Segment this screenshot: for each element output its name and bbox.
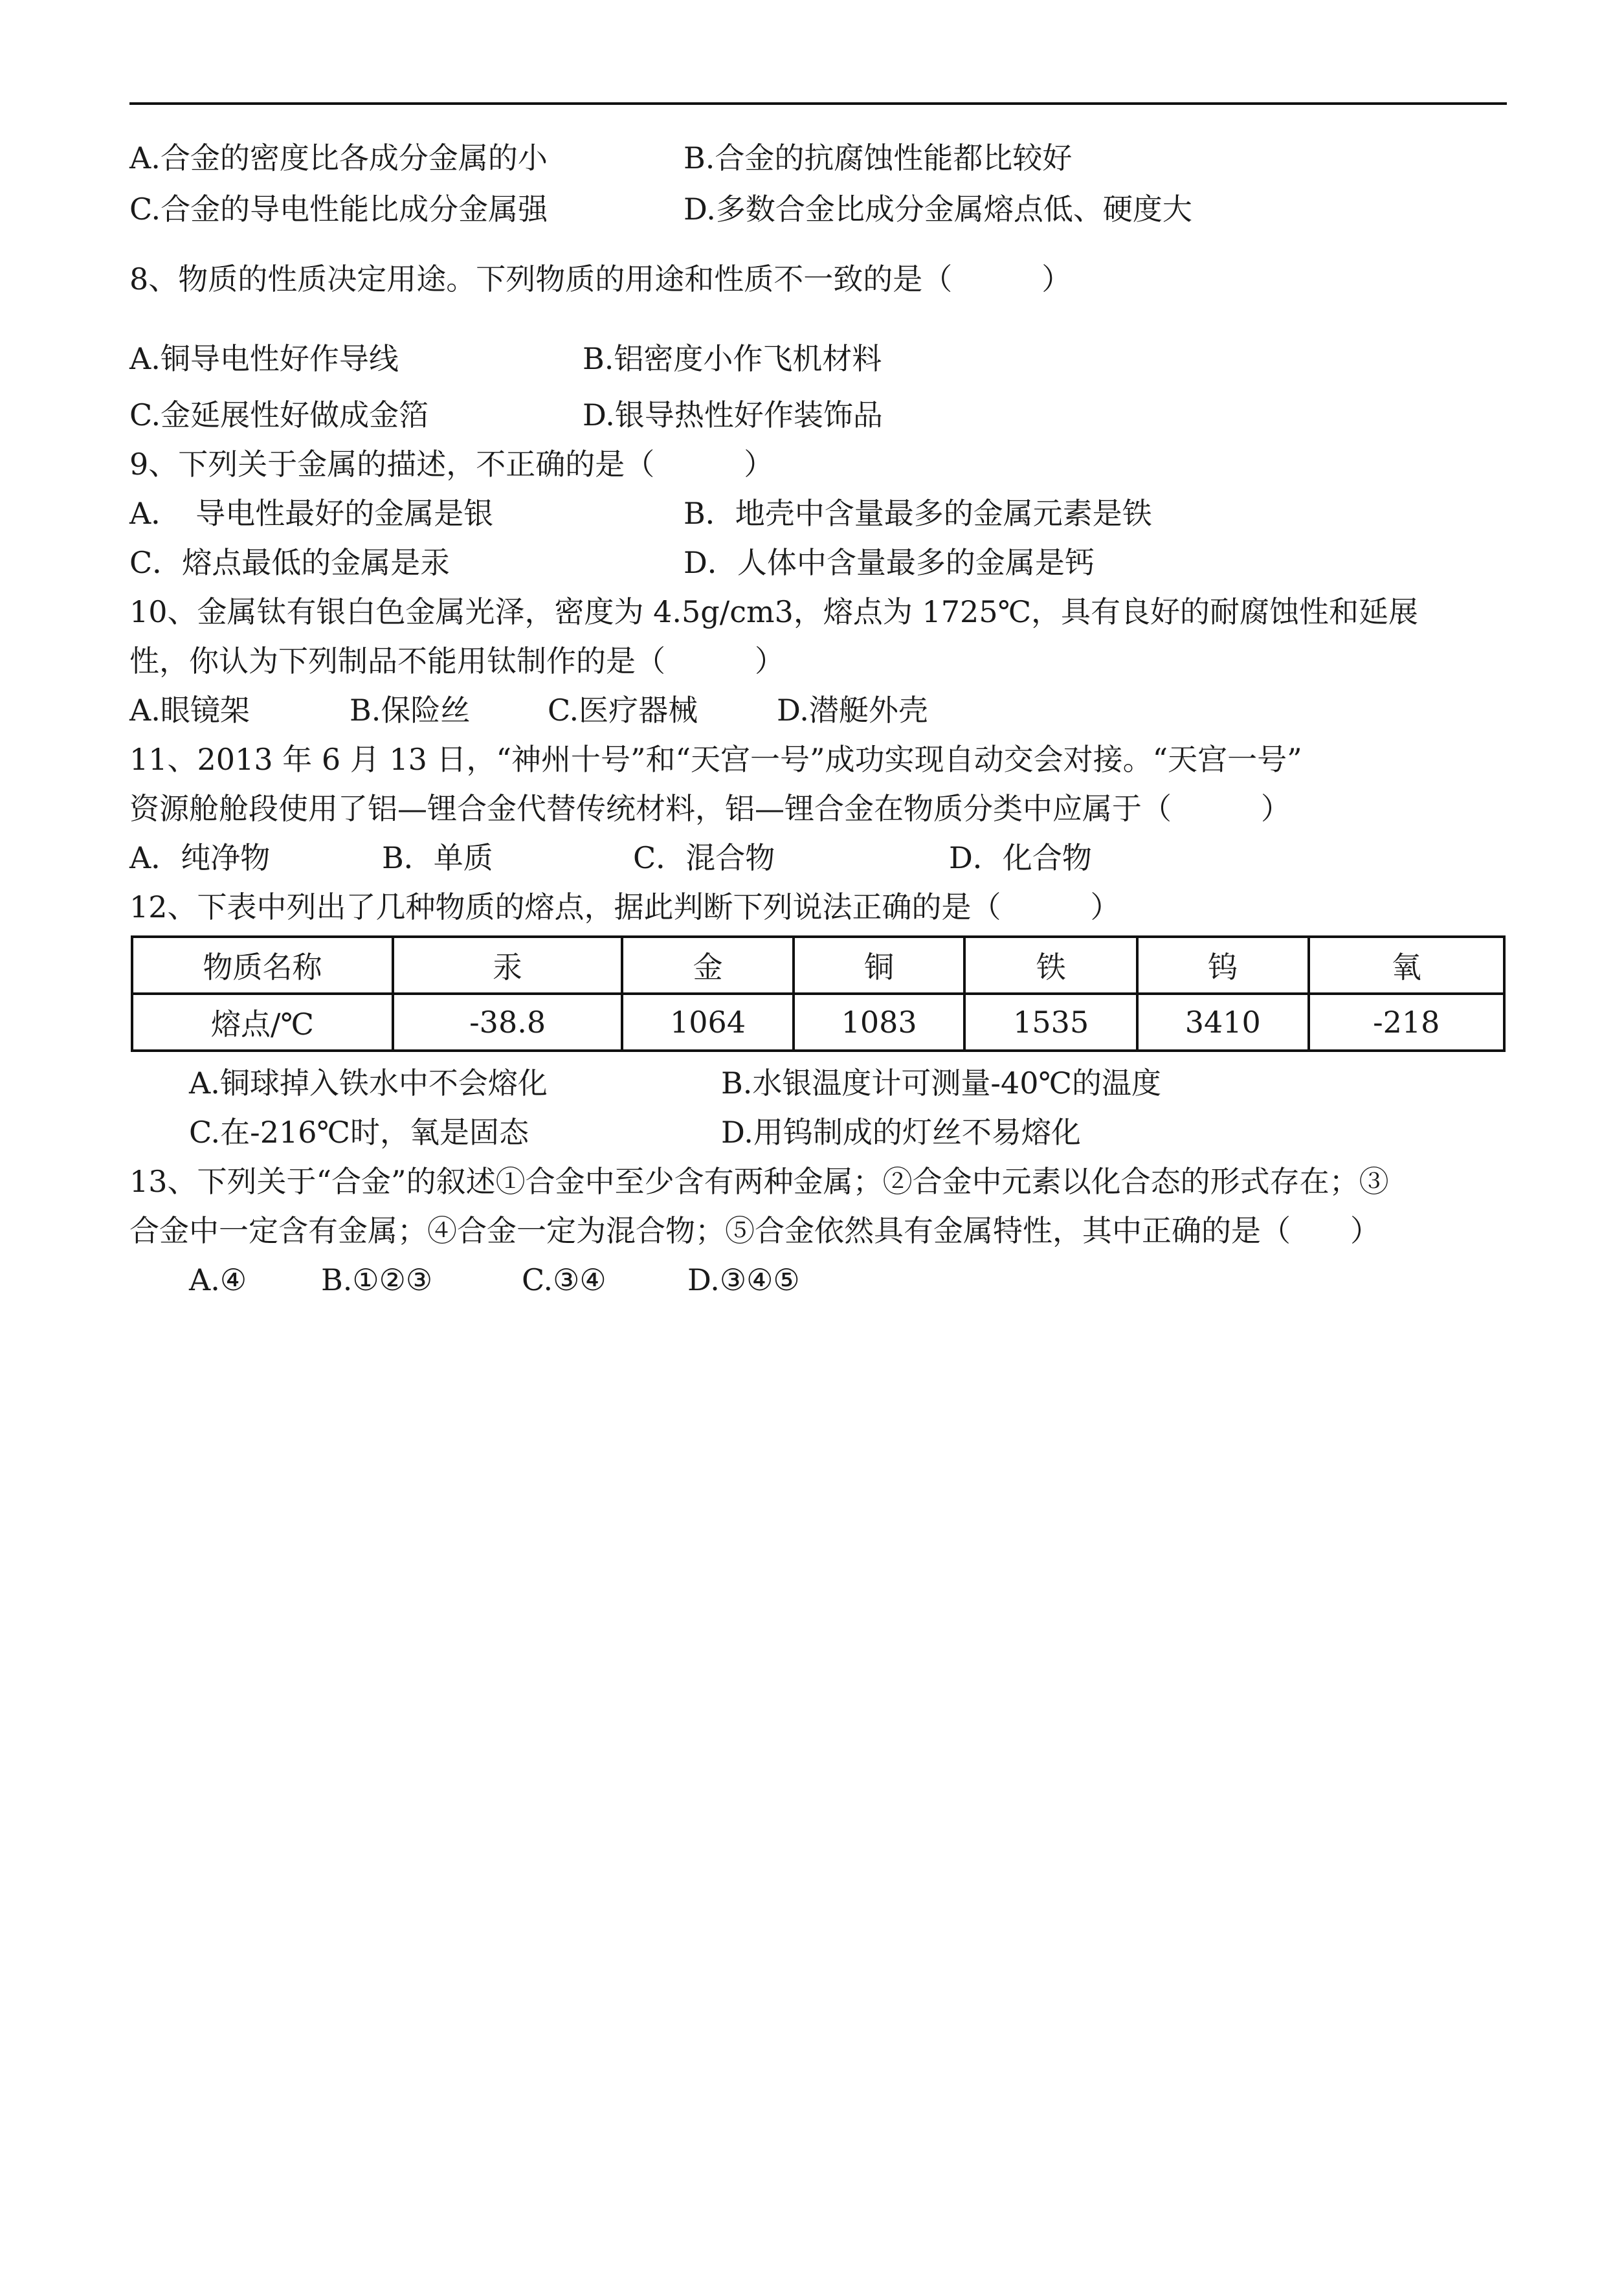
table-cell: 金 (622, 937, 794, 994)
q7-option-b: B.合金的抗腐蚀性能都比较好 (684, 140, 1073, 175)
q12-stem: 12、下表中列出了几种物质的熔点，据此判断下列说法正确的是（ ） (129, 889, 1120, 924)
table-cell: -218 (1309, 994, 1504, 1051)
q11-option-a: A．纯净物 (129, 840, 271, 875)
q12-option-c: C.在-216℃时，氧是固态 (189, 1115, 529, 1150)
q10-stem-line2: 性，你认为下列制品不能用钛制作的是（ ） (129, 643, 784, 678)
q10-option-d: D.潜艇外壳 (777, 693, 928, 728)
q10-option-b: B.保险丝 (350, 693, 471, 728)
q13-stem-line1: 13、下列关于“合金”的叙述①合金中至少含有两种金属；②合金中元素以化合态的形式存在；③ (129, 1164, 1389, 1199)
table-cell: 1064 (622, 994, 794, 1051)
header-rule (129, 102, 1507, 105)
table-cell: 铜 (794, 937, 965, 994)
q13-option-a: A.④ (189, 1262, 247, 1297)
table-cell: 铁 (964, 937, 1137, 994)
q13-stem-line2: 合金中一定含有金属；④合金一定为混合物；⑤合金依然具有金属特性，其中正确的是（ ） (129, 1213, 1380, 1248)
table-cell: 1083 (794, 994, 965, 1051)
q9-option-c: C．熔点最低的金属是汞 (129, 545, 450, 580)
melting-point-table (131, 935, 1506, 1052)
table-cell: 氧 (1309, 937, 1504, 994)
q8-option-d: D.银导热性好作装饰品 (583, 397, 883, 432)
q7-option-a: A.合金的密度比各成分金属的小 (129, 140, 548, 175)
table-cell: 1535 (964, 994, 1137, 1051)
q10-option-a: A.眼镜架 (129, 693, 250, 728)
table-cell: 熔点/℃ (132, 994, 393, 1051)
table-cell: 汞 (393, 937, 622, 994)
q9-option-b: B．地壳中含量最多的金属元素是铁 (684, 496, 1152, 531)
q11-stem-line1: 11、2013 年 6 月 13 日，“神州十号”和“天宫一号”成功实现自动交会对接。“天宫一号” (129, 742, 1302, 777)
q8-option-a: A.铜导电性好作导线 (129, 341, 399, 376)
table-cell: 物质名称 (132, 937, 393, 994)
q11-option-b: B．单质 (382, 840, 493, 875)
q10-option-c: C.医疗器械 (548, 693, 698, 728)
q11-stem-line2: 资源舱舱段使用了铝—锂合金代替传统材料，铝—锂合金在物质分类中应属于（ ） (129, 791, 1291, 826)
q10-stem-line1: 10、金属钛有银白色金属光泽，密度为 4.5g/cm3，熔点为 1725℃，具有良好的耐腐蚀性和延展 (129, 594, 1419, 629)
q13-option-d: D.③④⑤ (687, 1262, 800, 1297)
q13-option-b: B.①②③ (321, 1262, 433, 1297)
q7-option-d: D.多数合金比成分金属熔点低、硬度大 (684, 192, 1192, 227)
q8-option-c: C.金延展性好做成金箔 (129, 397, 429, 432)
table-cell: 3410 (1137, 994, 1309, 1051)
q12-option-d: D.用钨制成的灯丝不易熔化 (721, 1115, 1081, 1150)
table-header-row (132, 937, 1504, 994)
q7-option-c: C.合金的导电性能比成分金属强 (129, 192, 548, 227)
table-row (132, 994, 1504, 1051)
table-cell: -38.8 (393, 994, 622, 1051)
q12-option-b: B.水银温度计可测量-40℃的温度 (721, 1066, 1161, 1101)
q8-option-b: B.铝密度小作飞机材料 (583, 341, 882, 376)
table-cell: 钨 (1137, 937, 1309, 994)
q9-option-d: D．人体中含量最多的金属是钙 (684, 545, 1095, 580)
q13-option-c: C.③④ (522, 1262, 606, 1297)
q9-stem: 9、下列关于金属的描述，不正确的是（ ） (129, 447, 774, 482)
q11-option-d: D．化合物 (949, 840, 1092, 875)
q11-option-c: C．混合物 (633, 840, 775, 875)
q12-option-a: A.铜球掉入铁水中不会熔化 (189, 1066, 548, 1101)
q9-option-a: A． 导电性最好的金属是银 (129, 496, 494, 531)
q8-stem: 8、物质的性质决定用途。下列物质的用途和性质不一致的是（ ） (129, 262, 1072, 296)
